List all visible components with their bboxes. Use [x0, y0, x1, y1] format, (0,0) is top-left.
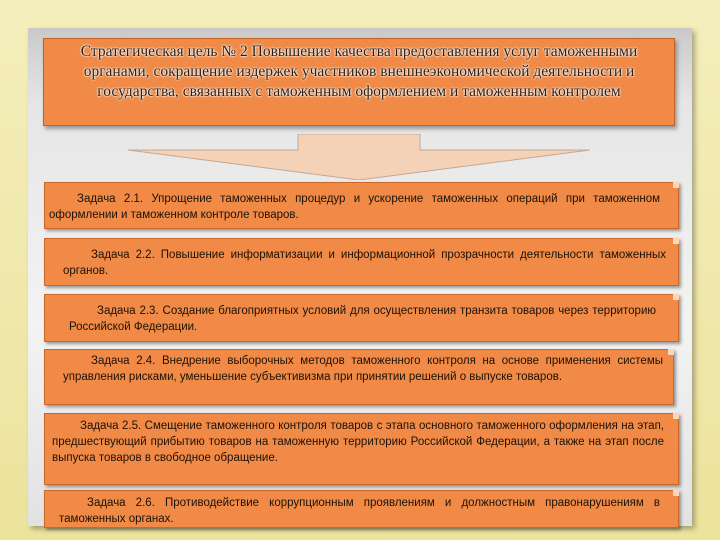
task-box-2-4	[44, 349, 674, 405]
task-box-2-3	[44, 294, 679, 342]
task-box-2-1	[44, 182, 679, 229]
down-arrow-icon	[128, 134, 590, 180]
strategic-goal-text: Стратегическая цель № 2 Повышение качества предоставления услуг таможенными органами, сокращение издержек участников внешнеэкономической деятельности и государства, связанных с таможенным оформлением и таможенным контролем	[80, 43, 638, 100]
task-box-2-6	[44, 490, 679, 528]
task-text-2-3: Задача 2.3. Создание благоприятных условий для осуществления транзита товаров через территорию Российской Федерации.	[69, 305, 656, 333]
task-text-2-6: Задача 2.6. Противодействие коррупционным проявлениям и должностным правонарушениям в таможенных органах.	[59, 497, 660, 525]
task-text-2-1: Задача 2.1. Упрощение таможенных процедур и ускорение таможенных операций при таможенном оформлении и таможенном контроле товаров.	[49, 193, 660, 221]
task-text-2-4: Задача 2.4. Внедрение выборочных методов таможенного контроля на основе применения системы управления рисками, уменьшение субъективизма при принятии решений о выпуске товаров.	[63, 355, 663, 383]
task-box-2-5	[44, 413, 679, 485]
task-text-2-5: Задача 2.5. Смещение таможенного контроля товаров с этапа основного таможенного оформления на этап, предшествующий прибытию товаров на таможенную территорию Российской Федерации, а также на этап после выпуска товаров в свободное обращение.	[52, 420, 664, 464]
task-text-2-2: Задача 2.2. Повышение информатизации и информационной прозрачности деятельности таможенных органов.	[63, 249, 666, 277]
task-box-2-2	[44, 238, 679, 286]
strategic-goal-box	[43, 38, 675, 126]
